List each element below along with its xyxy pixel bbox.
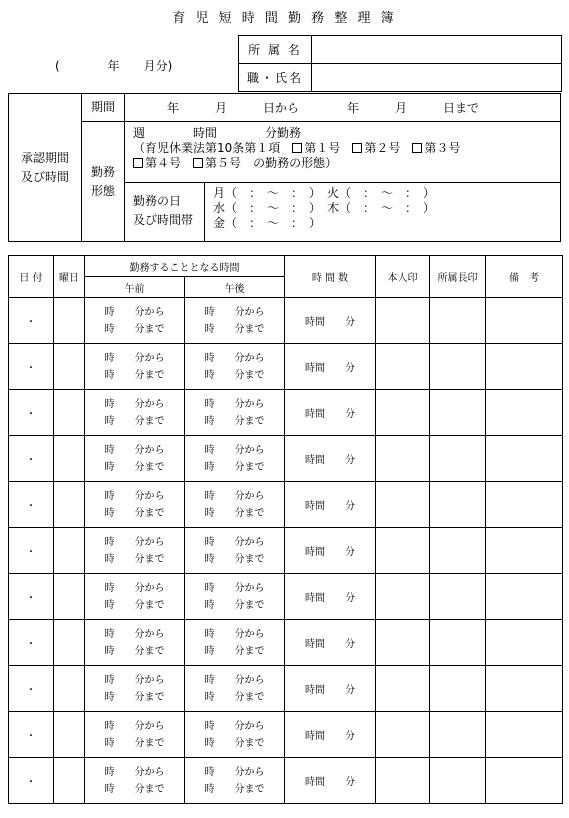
am-time-cell[interactable]: 時 分から 時 分まで: [85, 758, 185, 804]
pm-time-cell[interactable]: 時 分から 時 分まで: [185, 528, 285, 574]
table-row: [9, 344, 563, 390]
remarks-cell[interactable]: [486, 390, 563, 436]
affiliation-table: [238, 35, 562, 92]
date-cell[interactable]: ・: [9, 344, 54, 390]
weekday-cell[interactable]: [54, 666, 85, 712]
work-form-label: 勤務 形態: [82, 122, 125, 242]
position-name-label: 職・氏名: [239, 64, 312, 92]
table-row: [9, 436, 563, 482]
chief-seal-cell[interactable]: [430, 390, 486, 436]
col-am-header: 午前: [85, 277, 185, 298]
self-seal-cell[interactable]: [376, 758, 430, 804]
col-pm-header: 午後: [185, 277, 285, 298]
pm-time-cell[interactable]: 時 分から 時 分まで: [185, 712, 285, 758]
self-seal-cell[interactable]: [376, 436, 430, 482]
self-seal-cell[interactable]: [376, 528, 430, 574]
chief-seal-cell[interactable]: [430, 758, 486, 804]
date-cell[interactable]: ・: [9, 666, 54, 712]
self-seal-cell[interactable]: [376, 712, 430, 758]
weekday-cell[interactable]: [54, 528, 85, 574]
pm-time-cell[interactable]: 時 分から 時 分まで: [185, 390, 285, 436]
col-hours-header: 時 間 数: [285, 256, 376, 298]
position-name-field[interactable]: [312, 64, 562, 92]
am-time-cell[interactable]: 時 分から 時 分まで: [85, 482, 185, 528]
chief-seal-cell[interactable]: [430, 712, 486, 758]
law-clause-line-2: 第４号 第５号 の勤務の形態）: [133, 156, 560, 171]
department-label: 所 属 名: [239, 36, 312, 64]
date-cell[interactable]: ・: [9, 758, 54, 804]
remarks-cell[interactable]: [486, 758, 563, 804]
work-form-field[interactable]: [125, 122, 561, 183]
am-time-cell[interactable]: 時 分から 時 分まで: [85, 436, 185, 482]
weekday-cell[interactable]: [54, 574, 85, 620]
col-duty-header: 勤務することとなる時間: [85, 256, 285, 277]
page-title: 育 児 短 時 間 勤 務 整 理 簿: [172, 11, 397, 26]
weekday-cell[interactable]: [54, 390, 85, 436]
work-days-label: 勤務の日 及び時間帯: [125, 183, 205, 241]
am-time-cell[interactable]: 時 分から 時 分まで: [85, 528, 185, 574]
date-cell[interactable]: ・: [9, 436, 54, 482]
weekday-cell[interactable]: [54, 758, 85, 804]
table-row: [9, 620, 563, 666]
remarks-cell[interactable]: [486, 666, 563, 712]
table-row: [9, 574, 563, 620]
hours-cell[interactable]: 時間 分: [285, 390, 376, 436]
self-seal-cell[interactable]: [376, 298, 430, 344]
weekday-cell[interactable]: [54, 482, 85, 528]
date-cell[interactable]: ・: [9, 482, 54, 528]
remarks-cell[interactable]: [486, 620, 563, 666]
chief-seal-cell[interactable]: [430, 620, 486, 666]
hours-cell[interactable]: 時間 分: [285, 574, 376, 620]
weekday-cell[interactable]: [54, 344, 85, 390]
am-time-cell[interactable]: 時 分から 時 分まで: [85, 620, 185, 666]
checkbox-option-2[interactable]: [352, 143, 362, 153]
weekday-cell[interactable]: [54, 436, 85, 482]
col-self-seal-header: 本人印: [376, 256, 430, 298]
pm-time-cell[interactable]: 時 分から 時 分まで: [185, 482, 285, 528]
self-seal-cell[interactable]: [376, 344, 430, 390]
self-seal-cell[interactable]: [376, 574, 430, 620]
col-remarks-header: 備 考: [486, 256, 563, 298]
checkbox-option-3[interactable]: [412, 143, 422, 153]
am-time-cell[interactable]: 時 分から 時 分まで: [85, 712, 185, 758]
chief-seal-cell[interactable]: [430, 436, 486, 482]
am-time-cell[interactable]: 時 分から 時 分まで: [85, 574, 185, 620]
remarks-cell[interactable]: [486, 298, 563, 344]
chief-seal-cell[interactable]: [430, 482, 486, 528]
table-row: [9, 482, 563, 528]
table-row: [9, 758, 563, 804]
table-row: [9, 298, 563, 344]
weekday-cell[interactable]: [54, 620, 85, 666]
checkbox-option-4[interactable]: [133, 158, 143, 168]
remarks-cell[interactable]: [486, 436, 563, 482]
month-field[interactable]: ( 年 月分): [55, 59, 173, 73]
chief-seal-cell[interactable]: [430, 574, 486, 620]
checkbox-option-1[interactable]: [292, 143, 302, 153]
hours-cell[interactable]: 時間 分: [285, 298, 376, 344]
pm-time-cell[interactable]: 時 分から 時 分まで: [185, 344, 285, 390]
date-cell[interactable]: ・: [9, 528, 54, 574]
am-time-cell[interactable]: 時 分から 時 分まで: [85, 390, 185, 436]
hours-cell[interactable]: 時間 分: [285, 620, 376, 666]
approval-table: [8, 93, 561, 242]
table-row: [9, 712, 563, 758]
pm-time-cell[interactable]: 時 分から 時 分まで: [185, 574, 285, 620]
date-cell[interactable]: ・: [9, 574, 54, 620]
pm-time-cell[interactable]: 時 分から 時 分まで: [185, 620, 285, 666]
hours-cell[interactable]: 時間 分: [285, 482, 376, 528]
approval-row-label: 承認期間 及び時間: [9, 94, 82, 242]
am-time-cell[interactable]: 時 分から 時 分まで: [85, 298, 185, 344]
date-cell[interactable]: ・: [9, 620, 54, 666]
self-seal-cell[interactable]: [376, 620, 430, 666]
remarks-cell[interactable]: [486, 574, 563, 620]
department-field[interactable]: [312, 36, 562, 64]
table-row: [9, 666, 563, 712]
table-row: [9, 390, 563, 436]
period-label: 期間: [82, 94, 125, 122]
attendance-log-table: [8, 255, 563, 804]
chief-seal-cell[interactable]: [430, 666, 486, 712]
checkbox-option-5[interactable]: [193, 158, 203, 168]
hours-cell[interactable]: 時間 分: [285, 344, 376, 390]
hours-cell[interactable]: 時間 分: [285, 528, 376, 574]
period-field[interactable]: 年 月 日から 年 月 日まで: [125, 94, 561, 122]
am-time-cell[interactable]: 時 分から 時 分まで: [85, 344, 185, 390]
pm-time-cell[interactable]: 時 分から 時 分まで: [185, 666, 285, 712]
pm-time-cell[interactable]: 時 分から 時 分まで: [185, 298, 285, 344]
pm-time-cell[interactable]: 時 分から 時 分まで: [185, 758, 285, 804]
hours-cell[interactable]: 時間 分: [285, 666, 376, 712]
self-seal-cell[interactable]: [376, 482, 430, 528]
remarks-cell[interactable]: [486, 482, 563, 528]
hours-cell[interactable]: 時間 分: [285, 758, 376, 804]
remarks-cell[interactable]: [486, 712, 563, 758]
date-cell[interactable]: ・: [9, 712, 54, 758]
chief-seal-cell[interactable]: [430, 298, 486, 344]
hours-cell[interactable]: 時間 分: [285, 436, 376, 482]
remarks-cell[interactable]: [486, 344, 563, 390]
self-seal-cell[interactable]: [376, 666, 430, 712]
table-row: [9, 528, 563, 574]
weekday-cell[interactable]: [54, 298, 85, 344]
col-chief-seal-header: 所属長印: [430, 256, 486, 298]
chief-seal-cell[interactable]: [430, 344, 486, 390]
col-weekday-header: 曜日: [54, 256, 85, 298]
date-cell[interactable]: ・: [9, 298, 54, 344]
hours-cell[interactable]: 時間 分: [285, 712, 376, 758]
chief-seal-cell[interactable]: [430, 528, 486, 574]
date-cell[interactable]: ・: [9, 390, 54, 436]
law-clause-line: （育児休業法第10条第１項 第１号 第２号 第３号: [133, 141, 461, 155]
remarks-cell[interactable]: [486, 528, 563, 574]
work-days-field[interactable]: 月（ ： ～ ： ） 火（ ： ～ ： ） 水（ ： ～ ： ） 木（ ： ～ ： ） 金（ ： ～ ： ）: [213, 186, 436, 230]
col-date-header: 日 付: [9, 256, 54, 298]
work-days-cell: [125, 183, 561, 242]
am-time-cell[interactable]: 時 分から 時 分まで: [85, 666, 185, 712]
weekday-cell[interactable]: [54, 712, 85, 758]
pm-time-cell[interactable]: 時 分から 時 分まで: [185, 436, 285, 482]
self-seal-cell[interactable]: [376, 390, 430, 436]
weekly-hours-line[interactable]: 週 時間 分勤務: [133, 126, 302, 140]
